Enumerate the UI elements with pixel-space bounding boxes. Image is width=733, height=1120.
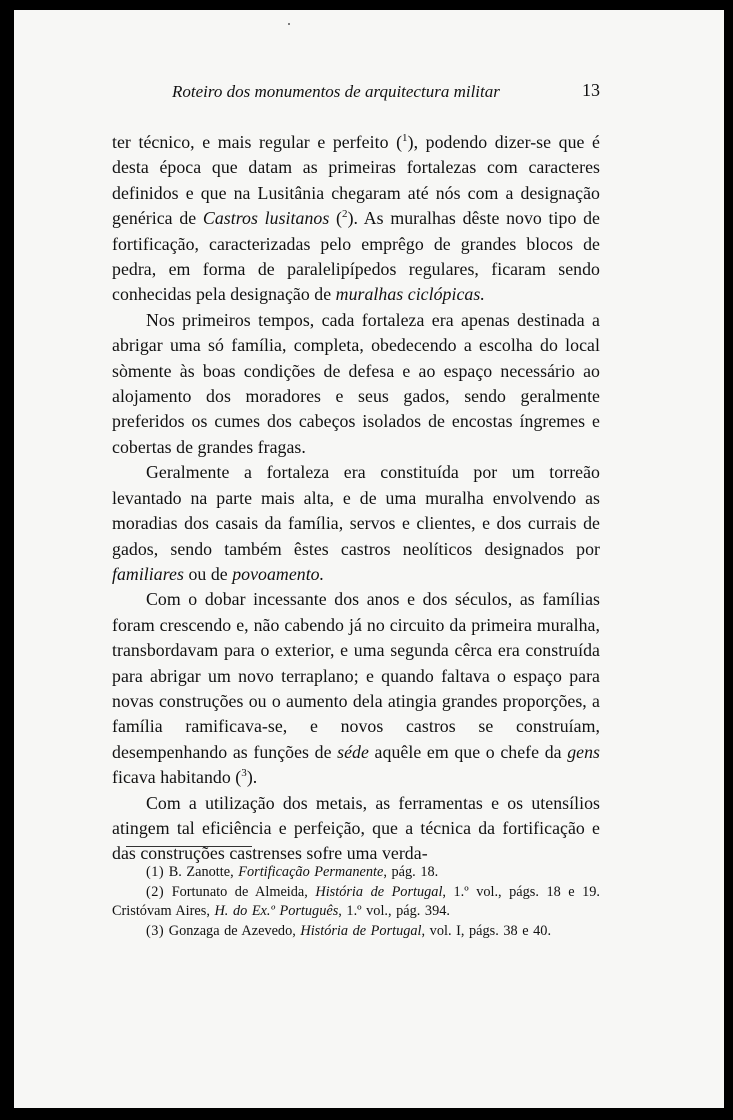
- term-sede: séde: [337, 741, 369, 762]
- term-familiares: familiares: [112, 563, 184, 584]
- footnote-number: (3): [146, 922, 165, 939]
- footnote-3: (3) Gonzaga de Azevedo, História de Portugal, vol. I, págs. 38 e 40.: [146, 922, 552, 939]
- paragraph-5: Com a utilização dos metais, as ferramentas e os utensílios atingem tal eficiência e perfeição, que a técnica da fortificação e das construções castrenses sofre uma verda-: [112, 792, 600, 864]
- paragraph-4: Com o dobar incessante dos anos e dos séculos, as famílias foram crescendo e, não cabendo já no circuito da primeira muralha, transbordavam para o exterior, e uma segunda cêrca era construída para abrigar um novo terraplano; e quando faltava o espaço para novas construções ou o aumento dela atingia grandes proporções, a família ramificava-se, e novos castros se construíam, desempenhando as funções de séde aquêle em que o chefe da gens ficava habitando ($^3$).: [112, 589, 600, 788]
- footnote-divider: [126, 846, 252, 847]
- paragraph-1: ter técnico, e mais regular e perfeito ($^1$), podendo dizer-se que é desta época que datam as primeiras fortalezas com caracteres definidos e que na Lusitânia chegaram até nós com a designação genérica de Castros lusitanos ($^2$). As muralhas dêste novo tipo de fortificação, caracterizadas pelo emprêgo de grandes blocos de pedra, em forma de paralelipípedos regulares, ficaram sendo conhecidas pela designação de muralhas ciclópicas.: [112, 132, 600, 305]
- body-text: [112, 130, 600, 867]
- footnote-1: (1) B. Zanotte, Fortificação Permanente, pág. 18.: [146, 864, 439, 880]
- footnote-ref-1: 1: [402, 132, 408, 145]
- print-speck: [288, 23, 290, 25]
- running-title: Roteiro dos monumentos de arquitectura militar: [172, 82, 500, 101]
- term-gens: gens: [567, 741, 600, 762]
- page-number: 13: [582, 80, 600, 100]
- term-povoamento: povoamento.: [232, 563, 325, 584]
- paragraph-2: Nos primeiros tempos, cada fortaleza era apenas destinada a abrigar uma só família, completa, obedecendo a escolha do local sòmente às boas condições de defesa e ao espaço necessário ao alojamento dos moradores e seus gados, sendo geralmente preferidos os cumes dos cabeços isolados de encostas íngremes e cobertas de grandes fragas.: [112, 309, 600, 457]
- footnote-number: (1): [146, 864, 165, 880]
- footnote-ref-2: 2: [342, 208, 348, 221]
- paragraph-3: Geralmente a fortaleza era constituída por um torreão levantado na parte mais alta, e de uma muralha envolvendo as moradias dos casais da família, servos e clientes, e dos currais de gados, sendo também êstes castros neolíticos designados por familiares ou de povoamento.: [112, 462, 600, 584]
- footnote-2: (2) Fortunato de Almeida, História de Portugal, 1.º vol., págs. 18 e 19. Cristóvam Aires, H. do Ex.º Português, 1.º vol., pág. 394.: [112, 883, 600, 919]
- term-castros-lusitanos: Castros lusitanos: [202, 208, 330, 229]
- term-muralhas-ciclopicas: muralhas ciclópicas.: [335, 284, 485, 305]
- footnote-number: (2): [146, 883, 165, 900]
- book-page: [14, 10, 724, 1108]
- running-header: [172, 82, 602, 102]
- footnote-ref-3: 3: [241, 767, 247, 780]
- footnotes: [112, 863, 600, 941]
